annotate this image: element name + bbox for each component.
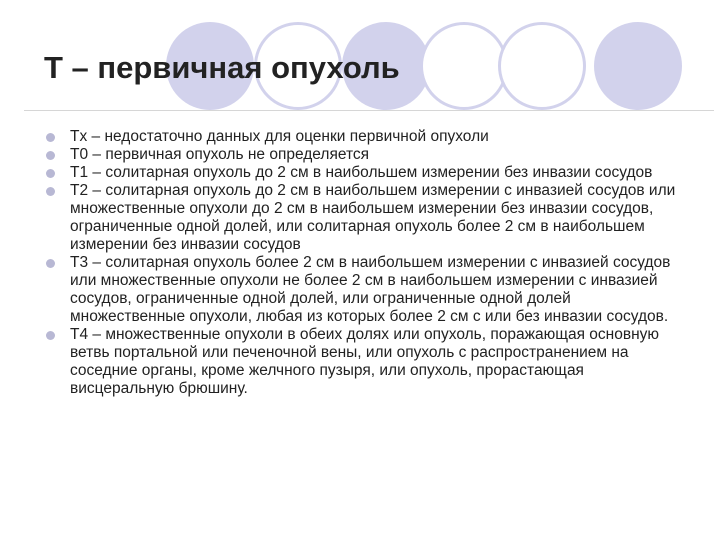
list-item-text: T1 – солитарная опухоль до 2 см в наибольшем измерении без инвазии сосудов: [70, 164, 653, 181]
list-item-text: T0 – первичная опухоль не определяется: [70, 146, 370, 163]
list-item-text: T3 – солитарная опухоль более 2 см в наибольшем измерении с инвазией сосудов или множественные опухоли не более 2 см в наибольшем измерении с инвазией сосудов, ограниченные одной долей, или ограниченные одной долей множественные опухоли, любая из которых более 2 см с или без инвазии сосудов.: [70, 254, 671, 325]
staging-list: [0, 128, 690, 398]
circle-bullet-icon: [46, 133, 55, 142]
title-divider: [24, 110, 714, 111]
circle-bullet-icon: [46, 151, 55, 160]
circle-bullet-icon: [46, 331, 55, 340]
circle-bullet-icon: [46, 259, 55, 268]
decor-circle-4: [420, 22, 508, 110]
list-item: [0, 326, 690, 398]
list-item: [0, 164, 690, 182]
list-item-text: T4 – множественные опухоли в обеих долях или опухоль, поражающая основную ветвь портальной или печеночной вены, или опухоль с распространением на соседние органы, кроме желчного пузыря, или опухоль, прорастающая висцеральную брюшину.: [70, 326, 660, 397]
list-item: [0, 128, 690, 146]
circle-bullet-icon: [46, 187, 55, 196]
slide-title: Т – первичная опухоль: [44, 50, 400, 85]
decor-circle-6: [594, 22, 682, 110]
circle-bullet-icon: [46, 169, 55, 178]
list-item: [0, 146, 690, 164]
list-item: [0, 182, 690, 254]
list-item-text: Tx – недостаточно данных для оценки первичной опухоли: [70, 128, 489, 145]
list-item-text: T2 – солитарная опухоль до 2 см в наибольшем измерении с инвазией сосудов или множественные опухоли до 2 см в наибольшем измерении без инвазии сосудов, ограниченные одной долей, или солитарная опухоль более 2 см в наибольшем измерении без инвазии сосудов: [70, 182, 676, 253]
decor-circle-5: [498, 22, 586, 110]
list-item: [0, 254, 690, 326]
